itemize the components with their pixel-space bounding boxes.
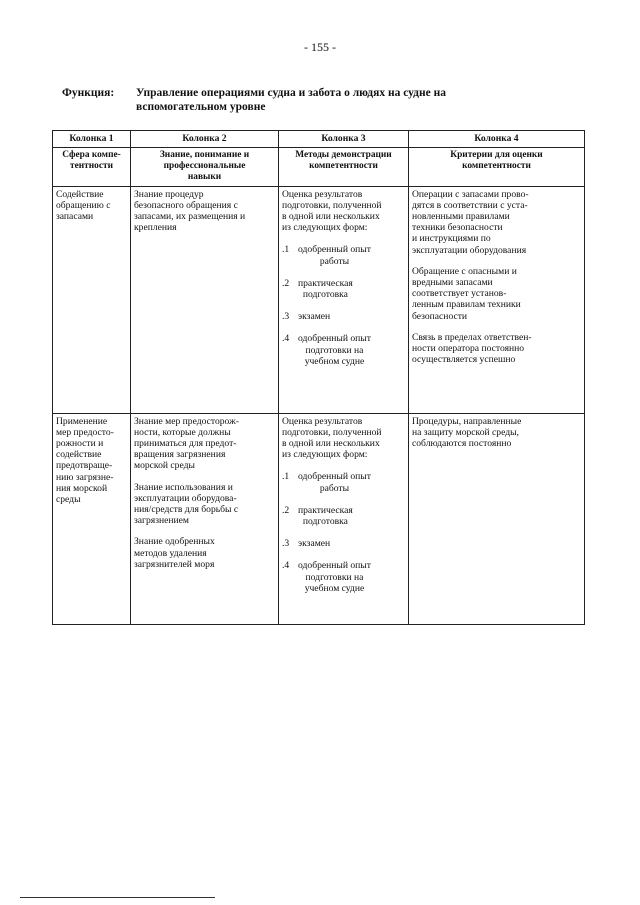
criteria-cell [409, 413, 585, 624]
list-item [282, 311, 405, 322]
sub-header-methods: Методы демонстрации компетентности [279, 148, 409, 187]
list-text: практическая подготовка [298, 277, 353, 301]
list-item [282, 471, 405, 493]
column-header-3: Колонка 3 [279, 131, 409, 148]
list-number: .4 [282, 560, 290, 572]
list-number: .3 [282, 538, 290, 550]
criteria-paragraph: Процедуры, направленные на защиту морской среды, соблюдаются постоянно [412, 415, 522, 450]
sub-header-knowledge: Знание, понимание и профессиональные навыки [131, 148, 279, 187]
footnote-separator [20, 897, 215, 898]
criteria-paragraph: Обращение с опасными и вредными запасами соответствует установ- ленным правилам техники безопасности [412, 265, 521, 322]
methods-cell [279, 413, 409, 624]
list-number: .2 [282, 504, 290, 516]
column-header-1: Колонка 1 [53, 131, 131, 148]
list-item [282, 244, 405, 266]
table-row [53, 186, 585, 413]
list-text: экзамен [298, 311, 331, 323]
competence-table [52, 130, 585, 625]
list-text: одобренный опыт работы [298, 244, 371, 267]
competence-cell: Применение мер предосто- рожности и содействие предотвраще- нию загрязне- ния морской среды [53, 413, 131, 624]
list-text: практическая подготовка [298, 504, 353, 528]
list-number: .3 [282, 311, 290, 323]
knowledge-paragraph: Знание мер предосторож- ности, которые должны приниматься для предот- вращения загрязнения морской среды [134, 415, 239, 472]
list-text: экзамен [298, 538, 331, 550]
list-text: одобренный опыт подготовки на учебном судне [298, 333, 371, 367]
list-text: одобренный опыт работы [298, 471, 371, 494]
criteria-paragraph: Операции с запасами прово- дятся в соответствии с уста- новленными правилами техники безопасности и инструкциями по эксплуатации оборудования [412, 188, 529, 256]
list-item [282, 333, 405, 367]
knowledge-paragraph: Знание одобренных методов удаления загрязнителей моря [134, 536, 215, 570]
list-number: .4 [282, 333, 290, 345]
knowledge-paragraph: Знание процедур безопасного обращения с запасами, их размещения и крепления [134, 188, 246, 234]
list-text: одобренный опыт подготовки на учебном судне [298, 560, 371, 594]
knowledge-cell [131, 186, 279, 413]
table-row [53, 413, 585, 624]
competence-cell: Содействие обращению с запасами [53, 186, 131, 413]
methods-intro: Оценка результатов подготовки, полученной в одной или нескольких из следующих форм: [282, 415, 382, 461]
column-header-4: Колонка 4 [409, 131, 585, 148]
criteria-cell [409, 186, 585, 413]
sub-header-row [53, 148, 585, 187]
list-number: .1 [282, 471, 290, 483]
column-header-row [53, 131, 585, 148]
methods-cell [279, 186, 409, 413]
sub-header-competence: Сфера компе- тентности [53, 148, 131, 187]
knowledge-paragraph: Знание использования и эксплуатации оборудова- ния/средств для борьбы с загрязнением [134, 481, 239, 527]
column-header-2: Колонка 2 [131, 131, 279, 148]
criteria-paragraph: Связь в пределах ответствен- ности оператора постоянно осуществляется успешно [412, 331, 532, 366]
page-number: - 155 - [304, 40, 336, 54]
list-item [282, 278, 405, 300]
knowledge-cell [131, 413, 279, 624]
function-label: Функция: [62, 87, 115, 99]
list-item [282, 505, 405, 527]
list-item [282, 560, 405, 594]
list-number: .1 [282, 244, 290, 256]
list-number: .2 [282, 277, 290, 289]
function-title: Управление операциями судна и забота о людях на судне на вспомогательном уровне [136, 87, 446, 113]
list-item [282, 538, 405, 549]
methods-intro: Оценка результатов подготовки, полученной в одной или нескольких из следующих форм: [282, 188, 382, 234]
sub-header-criteria: Критерии для оценки компетентности [409, 148, 585, 187]
